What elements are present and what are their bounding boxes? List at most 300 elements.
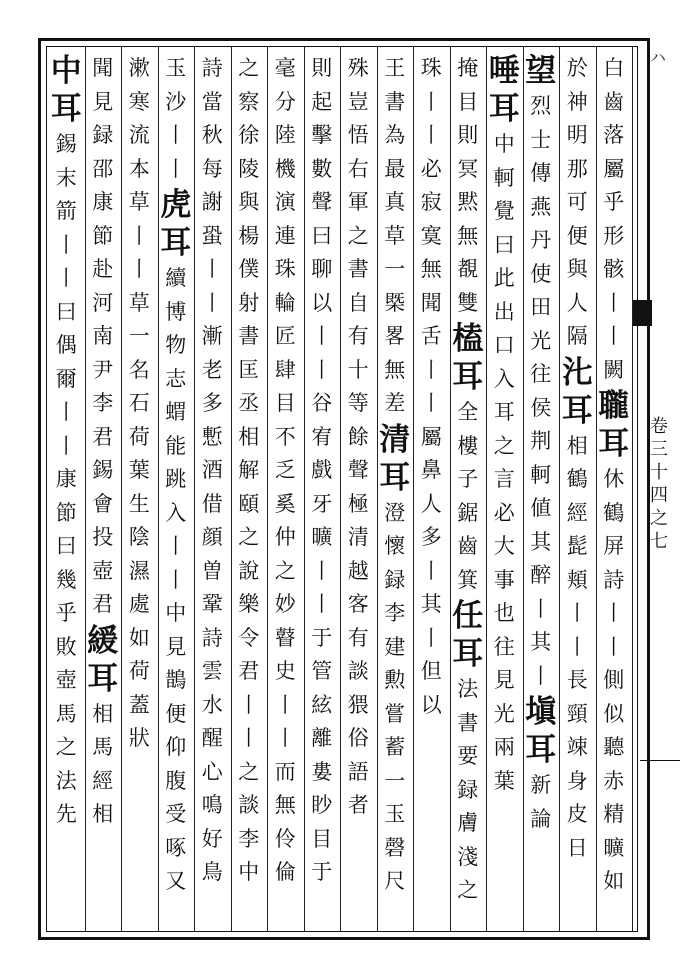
glyph: 無 (457, 223, 479, 248)
glyph: 悟 (347, 123, 369, 147)
glyph: 殊 (347, 56, 369, 80)
glyph: 草 (128, 190, 150, 214)
glyph: 大 (493, 534, 515, 558)
glyph: 會 (92, 491, 114, 516)
glyph: 極 (347, 491, 369, 516)
glyph: 客 (347, 592, 369, 616)
glyph: 馬 (55, 701, 77, 726)
glyph: 耳 (452, 636, 484, 672)
glyph: 槩 (384, 290, 406, 315)
glyph: 說 (238, 558, 260, 583)
glyph: 丨 (420, 123, 442, 147)
glyph: 尹 (92, 357, 114, 382)
glyph: 肆 (274, 357, 296, 382)
entry-text (523, 90, 560, 693)
glyph: 水 (201, 692, 223, 717)
glyph: 連 (274, 223, 296, 248)
glyph: 史 (274, 659, 296, 683)
glyph: 榼 (452, 321, 484, 357)
glyph: 曰 (55, 534, 77, 558)
glyph: 於 (566, 56, 588, 80)
glyph: 射 (238, 290, 260, 315)
glyph: 鳴 (201, 793, 223, 817)
glyph: 神 (566, 89, 588, 114)
glyph: 語 (347, 759, 369, 784)
glyph: 曠 (311, 525, 333, 549)
glyph: 丨 (55, 266, 77, 290)
glyph: 髭 (566, 534, 588, 558)
glyph: 則 (311, 56, 333, 80)
glyph: 狀 (128, 726, 150, 750)
glyph: 丨 (420, 357, 442, 382)
glyph: 無 (384, 357, 406, 382)
glyph: 那 (566, 156, 588, 181)
glyph: 節 (55, 500, 77, 525)
glyph: 草 (384, 223, 406, 248)
entry-text (523, 769, 560, 836)
glyph: 人 (420, 491, 442, 516)
glyph: 南 (92, 324, 114, 348)
glyph: 匠 (274, 324, 296, 348)
glyph: 赤 (603, 768, 625, 793)
glyph: 談 (347, 659, 369, 683)
glyph: 者 (347, 793, 369, 817)
glyph: 鋸 (457, 500, 479, 525)
glyph: 耳 (452, 359, 484, 395)
glyph: 聲 (347, 458, 369, 482)
glyph: 中 (50, 53, 82, 89)
glyph: 丨 (603, 324, 625, 348)
glyph: 經 (566, 500, 588, 525)
glyph: 屬 (603, 156, 625, 181)
glyph: 每 (201, 156, 223, 181)
glyph: 丨 (530, 663, 552, 688)
glyph: 録 (457, 777, 479, 802)
text-column-c07 (377, 52, 414, 930)
margin-volume-title (641, 415, 677, 553)
glyph: 十 (347, 357, 369, 382)
glyph: 丨 (165, 567, 187, 592)
glyph: 膚 (457, 811, 479, 835)
glyph: 長 (566, 668, 588, 692)
glyph: 蛩 (201, 223, 223, 248)
glyph: 耳 (379, 459, 411, 496)
entry-headword (596, 387, 633, 463)
glyph: 丨 (165, 534, 187, 558)
glyph: 録 (92, 123, 114, 147)
column-divider (413, 46, 414, 932)
entry-text (486, 731, 523, 798)
glyph: 毫 (274, 56, 296, 80)
glyph: 于 (311, 625, 333, 650)
glyph: 秋 (201, 123, 223, 147)
glyph: 丨 (55, 400, 77, 424)
column-divider (523, 46, 524, 932)
glyph: 畧 (384, 324, 406, 348)
margin-title-char: 卷 (650, 416, 668, 437)
glyph: 丨 (55, 433, 77, 458)
glyph: 猥 (347, 692, 369, 717)
glyph: 緩 (87, 622, 119, 659)
entry-text (559, 52, 596, 354)
glyph: 値 (530, 496, 552, 520)
glyph: 出 (493, 299, 515, 324)
glyph: 丹 (530, 228, 552, 252)
entry-text (121, 52, 158, 153)
entry-text (450, 396, 487, 597)
glyph: 荆 (530, 429, 552, 453)
glyph: 節 (92, 223, 114, 248)
entry-text (267, 52, 304, 890)
glyph: 多 (201, 391, 223, 415)
entry-headword (523, 52, 560, 90)
glyph: 最 (384, 156, 406, 181)
glyph: 沙 (165, 89, 187, 114)
glyph: 曰 (311, 223, 333, 248)
glyph: 心 (201, 759, 223, 784)
glyph: 邵 (92, 156, 114, 181)
glyph: 覩 (457, 257, 479, 281)
glyph: 牙 (311, 491, 333, 516)
text-column-c06 (413, 52, 450, 930)
glyph: 耳 (525, 732, 557, 768)
glyph: 經 (92, 768, 114, 793)
glyph: 玉 (165, 56, 187, 80)
glyph: 蓋 (128, 692, 150, 717)
entry-text (121, 153, 158, 756)
glyph: 書 (347, 257, 369, 281)
glyph: 尺 (384, 869, 406, 893)
glyph: 又 (165, 869, 187, 893)
glyph: 屬 (420, 424, 442, 449)
entry-text (486, 128, 523, 731)
glyph: 赴 (92, 257, 114, 281)
glyph: 楊 (238, 223, 260, 248)
glyph: 書 (238, 324, 260, 348)
glyph: 陸 (274, 123, 296, 147)
text-column-c16 (48, 52, 85, 930)
glyph: 以 (420, 692, 442, 717)
entry-headword (523, 693, 560, 769)
glyph: 士 (530, 127, 552, 152)
glyph: 志 (165, 366, 187, 391)
entry-text (559, 430, 596, 866)
column-divider (304, 46, 305, 932)
glyph: 見 (165, 634, 187, 659)
glyph: 生 (128, 491, 150, 516)
text-column-c05 (450, 52, 487, 930)
glyph: 言 (493, 467, 515, 491)
glyph: 漱 (128, 56, 150, 80)
glyph: 葉 (128, 458, 150, 482)
glyph: 于 (311, 860, 333, 884)
glyph: 蓄 (384, 735, 406, 759)
glyph: 丨 (530, 596, 552, 621)
fish-tail-mark (632, 300, 652, 326)
glyph: 子 (457, 467, 479, 491)
glyph: 谷 (311, 391, 333, 415)
glyph: 便 (165, 701, 187, 726)
glyph: 耳 (598, 426, 630, 462)
glyph: 僕 (238, 257, 260, 281)
glyph: 慙 (201, 424, 223, 449)
glyph: 乎 (603, 190, 625, 214)
glyph: 相 (238, 424, 260, 449)
glyph: 醒 (201, 726, 223, 750)
glyph: 啄 (165, 835, 187, 860)
glyph: 白 (603, 56, 625, 80)
glyph: 管 (311, 659, 333, 683)
text-column-c11 (231, 52, 268, 930)
glyph: 塡 (525, 694, 557, 730)
glyph: 石 (128, 391, 150, 415)
glyph: 覺 (493, 199, 515, 223)
glyph: 有 (347, 324, 369, 348)
glyph: 王 (384, 56, 406, 80)
glyph: 丨 (128, 257, 150, 281)
glyph: 則 (457, 123, 479, 147)
glyph: 頬 (566, 567, 588, 592)
glyph: 懷 (384, 534, 406, 558)
glyph: 之 (238, 56, 260, 80)
glyph: 鶴 (566, 467, 588, 491)
glyph: 妙 (274, 592, 296, 616)
glyph: 荷 (128, 424, 150, 449)
glyph: 一 (384, 768, 406, 793)
glyph: 身 (566, 768, 588, 793)
text-column-c12 (194, 52, 231, 930)
glyph: 皮 (566, 802, 588, 826)
glyph: 㲺 (561, 354, 593, 391)
margin-title-char: 之 (650, 508, 668, 529)
glyph: 荷 (128, 659, 150, 683)
glyph: 越 (347, 558, 369, 583)
glyph: 齒 (603, 89, 625, 114)
glyph: 寂 (420, 190, 442, 214)
glyph: 好 (201, 826, 223, 851)
glyph: 耳 (160, 225, 192, 261)
glyph: 輪 (274, 290, 296, 315)
glyph: 鵲 (165, 668, 187, 692)
glyph: 樂 (238, 592, 260, 616)
glyph: 末 (55, 165, 77, 190)
glyph: 丨 (311, 592, 333, 616)
glyph: 使 (530, 261, 552, 286)
glyph: 側 (603, 668, 625, 692)
column-divider (85, 46, 86, 932)
glyph: 鳥 (201, 860, 223, 884)
glyph: 隔 (566, 324, 588, 348)
glyph: 目 (457, 89, 479, 114)
margin-head-mark: ハ (649, 48, 666, 67)
glyph: 酒 (201, 458, 223, 482)
glyph: 雙 (457, 290, 479, 315)
glyph: 掩 (457, 56, 479, 80)
glyph: 雲 (201, 659, 223, 683)
column-divider (121, 46, 122, 932)
glyph: 擊 (311, 123, 333, 147)
glyph: 竦 (566, 735, 588, 759)
glyph: 為 (384, 123, 406, 147)
glyph: 餘 (347, 424, 369, 449)
glyph: 君 (238, 659, 260, 683)
glyph: 耳 (488, 91, 520, 127)
glyph: 差 (384, 391, 406, 415)
glyph: 耳 (87, 660, 119, 697)
glyph: 珠 (274, 257, 296, 281)
glyph: 丨 (566, 634, 588, 659)
glyph: 聞 (92, 56, 114, 80)
glyph: 談 (238, 793, 260, 817)
glyph: 流 (128, 123, 150, 147)
glyph: 之 (457, 878, 479, 902)
entry-text (377, 52, 414, 421)
glyph: 丨 (603, 290, 625, 315)
glyph: 丨 (420, 558, 442, 583)
glyph: 康 (55, 467, 77, 491)
glyph: 錫 (92, 458, 114, 482)
glyph: 虎 (160, 187, 192, 223)
glyph: 必 (493, 500, 515, 525)
glyph: 丨 (311, 558, 333, 583)
text-column-c02 (559, 52, 596, 930)
glyph: 休 (603, 467, 625, 491)
column-divider (450, 46, 451, 932)
glyph: 論 (530, 806, 552, 831)
glyph: 婁 (311, 759, 333, 784)
glyph: 一 (384, 257, 406, 281)
glyph: 馬 (92, 735, 114, 759)
glyph: 丨 (165, 156, 187, 181)
entry-text (596, 463, 633, 899)
glyph: 丨 (201, 257, 223, 281)
glyph: 宥 (311, 424, 333, 449)
glyph: 黙 (457, 190, 479, 214)
glyph: 勲 (384, 668, 406, 692)
glyph: 處 (128, 592, 150, 616)
entry-text (194, 52, 231, 890)
glyph: 任 (452, 598, 484, 634)
margin-title-char: 三 (650, 439, 668, 460)
glyph: 書 (384, 89, 406, 114)
glyph: 起 (311, 89, 333, 114)
glyph: 幾 (55, 567, 77, 592)
glyph: 也 (493, 601, 515, 625)
glyph: 烈 (530, 94, 552, 118)
glyph: 丨 (201, 290, 223, 315)
glyph: 曰 (493, 232, 515, 257)
glyph: 河 (92, 290, 114, 315)
glyph: 但 (420, 659, 442, 683)
glyph: 落 (603, 123, 625, 147)
glyph: 爾 (55, 366, 77, 391)
glyph: 分 (274, 89, 296, 114)
glyph: 冥 (457, 156, 479, 181)
column-divider (158, 46, 159, 932)
glyph: 老 (201, 357, 223, 382)
glyph: 敗 (55, 634, 77, 659)
glyph: 以 (311, 290, 333, 315)
glyph: 中 (165, 601, 187, 625)
text-column-c09 (304, 52, 341, 930)
glyph: 聞 (420, 290, 442, 315)
glyph: 光 (530, 328, 552, 353)
glyph: 精 (603, 802, 625, 826)
glyph: 俗 (347, 726, 369, 750)
glyph: 丨 (603, 601, 625, 625)
column-divider (231, 46, 232, 932)
entry-text (48, 128, 85, 698)
glyph: 陵 (238, 156, 260, 181)
glyph: 其 (420, 592, 442, 616)
glyph: 曽 (201, 558, 223, 583)
glyph: 全 (457, 400, 479, 424)
glyph: 葉 (493, 768, 515, 793)
glyph: 箭 (55, 199, 77, 223)
glyph: 清 (379, 421, 411, 458)
glyph: 顔 (201, 525, 223, 549)
glyph: 録 (384, 567, 406, 592)
glyph: 無 (420, 257, 442, 281)
glyph: 口 (493, 333, 515, 357)
glyph: 光 (493, 701, 515, 726)
glyph: 淺 (457, 844, 479, 869)
glyph: 康 (92, 190, 114, 214)
glyph: 入 (165, 500, 187, 525)
column-divider (559, 46, 560, 932)
glyph: 舌 (420, 324, 442, 348)
glyph: 壺 (92, 558, 114, 583)
glyph: 草 (128, 290, 150, 315)
margin-title-char: 七 (650, 531, 668, 552)
text-column-c14 (121, 52, 158, 930)
glyph: 聲 (311, 190, 333, 214)
glyph: 倫 (274, 860, 296, 884)
glyph: 蝟 (165, 400, 187, 424)
glyph: 往 (493, 634, 515, 659)
glyph: 而 (274, 759, 296, 784)
entry-text (413, 52, 450, 320)
glyph: 李 (92, 391, 114, 415)
glyph: 李 (384, 601, 406, 625)
glyph: 與 (238, 190, 260, 214)
glyph: 乏 (274, 458, 296, 482)
glyph: 醉 (530, 563, 552, 587)
glyph: 數 (311, 156, 333, 181)
glyph: 丨 (165, 123, 187, 147)
entry-text (85, 698, 122, 832)
glyph: 腹 (165, 768, 187, 793)
glyph: 頸 (566, 701, 588, 726)
glyph: 之 (238, 525, 260, 549)
glyph: 受 (165, 802, 187, 826)
column-divider (340, 46, 341, 932)
glyph: 便 (566, 223, 588, 248)
entry-text (158, 262, 195, 899)
glyph: 物 (165, 333, 187, 357)
glyph: 丨 (566, 601, 588, 625)
glyph: 博 (165, 299, 187, 324)
glyph: 丨 (311, 357, 333, 382)
glyph: 曰 (55, 299, 77, 324)
glyph: 清 (347, 525, 369, 549)
glyph: 豈 (347, 89, 369, 114)
glyph: 續 (165, 266, 187, 290)
glyph: 傳 (530, 161, 552, 185)
entry-text (48, 698, 85, 832)
glyph: 箕 (457, 567, 479, 592)
glyph: 能 (165, 433, 187, 458)
